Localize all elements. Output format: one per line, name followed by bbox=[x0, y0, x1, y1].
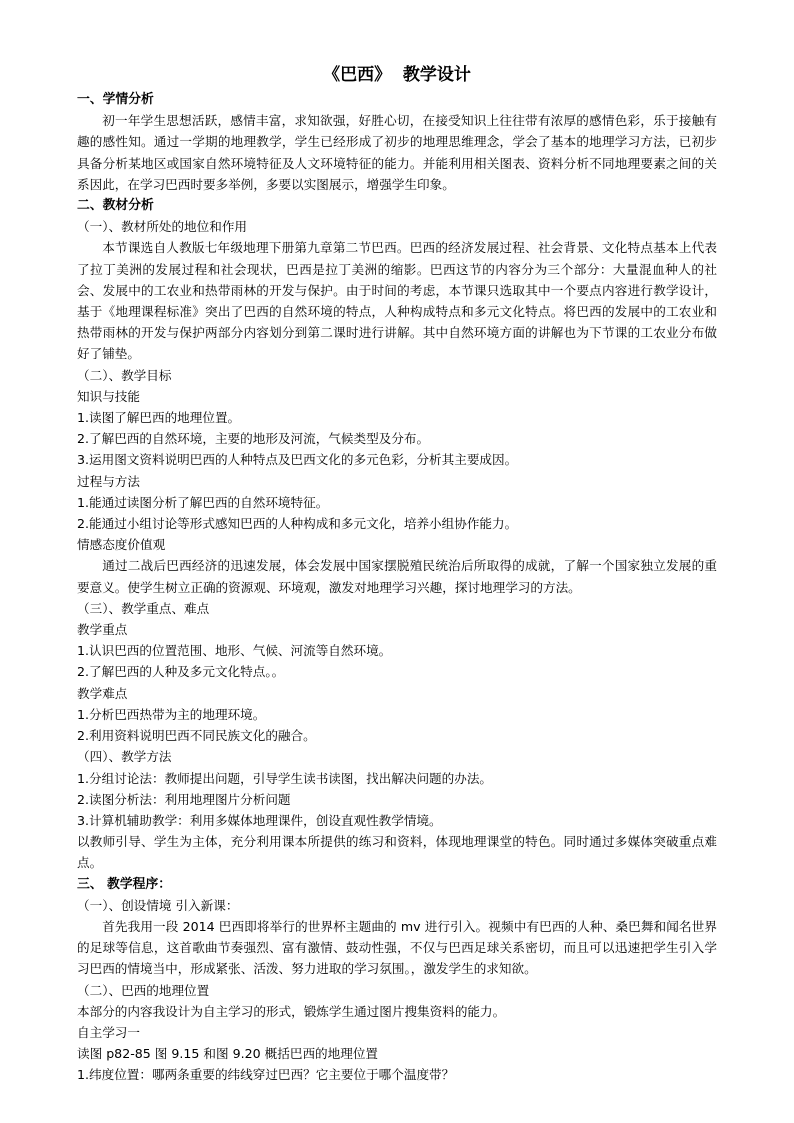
subheading-teaching-methods: （四）、教学方法 bbox=[77, 749, 172, 765]
emotion-values-paragraph: 通过二战后巴西经济的迅速发展，体会发展中国家摆脱殖民统治后所取得的成就，了解一个国家独立发展的重要意义。使学生树立正确的资源观、环境观，激发对地理学习兴趣，探讨地理学习的方法。 bbox=[77, 558, 717, 595]
subheading-key-difficult-points: （三）、教学重点、难点 bbox=[77, 600, 210, 616]
latitude-question: 1.纬度位置：哪两条重要的纬线穿过巴西？它主要位于哪个温度带？ bbox=[77, 1067, 455, 1083]
subheading-create-scenario: （一）、创设情境 引入新课： bbox=[77, 897, 239, 913]
knowledge-item: 3.运用图文资料说明巴西的人种特点及巴西文化的多元色彩，分析其主要成因。 bbox=[77, 452, 518, 468]
process-item: 2.能通过小组讨论等形式感知巴西的人种构成和多元文化，培养小组协作能力。 bbox=[77, 516, 518, 532]
method-item: 1.分组讨论法：教师提出问题，引导学生读书读图，找出解决问题的办法。 bbox=[77, 770, 493, 786]
difficult-point-item: 1.分析巴西热带为主的地理环境。 bbox=[77, 706, 266, 722]
knowledge-item: 1.读图了解巴西的地理位置。 bbox=[77, 410, 241, 426]
subheading-material-position: （一）、教材所处的地位和作用 bbox=[77, 219, 248, 235]
learning-analysis-paragraph: 初一年学生思想活跃，感情丰富，求知欲强，好胜心切，在接受知识上往往带有浓厚的感情色彩，乐于接触有趣的感性知。通过一学期的地理教学，学生已经形成了初步的地理思维理念，学会了基本的地理学习方法，已初步具备分析某地区或国家自然环境特征及人文环境特征的能力。并能利用相关图表、资料分析不同地理要素之间的关系因此，在学习巴西时要多举例，多要以实图展示，增强学生印象。 bbox=[77, 113, 717, 192]
section-heading-teaching-procedure: 三、 教学程序： bbox=[77, 876, 172, 892]
process-method-heading: 过程与方法 bbox=[77, 473, 140, 489]
method-item: 3.计算机辅助教学：利用多媒体地理课件，创设直观性教学情境。 bbox=[77, 812, 442, 828]
material-position-paragraph: 本节课选自人教版七年级地理下册第九章第二节巴西。巴西的经济发展过程、社会背景、文化特点基本上代表了拉丁美洲的发展过程和社会现状，巴西是拉丁美洲的缩影。巴西这节的内容分为三个部分：大量混血种人的社会、发展中的工农业和热带雨林的开发与保护。由于时间的考虑，本节课只选取其中一个要点内容进行教学设计，基于《地理课程标准》突出了巴西的自然环境的特点，人种构成特点和多元文化特点。将巴西的发展中的工农业和热带雨林的开发与保护两部分内容划分到第二课时进行讲解。其中自然环境方面的讲解也为下节课的工农业分布做好了铺垫。 bbox=[77, 240, 717, 362]
knowledge-item: 2.了解巴西的自然环境，主要的地形及河流，气候类型及分布。 bbox=[77, 431, 430, 447]
self-study-heading: 自主学习一 bbox=[77, 1024, 140, 1040]
geographic-location-paragraph: 本部分的内容我设计为自主学习的形式，锻炼学生通过图片搜集资料的能力。 bbox=[77, 1003, 506, 1019]
knowledge-skills-heading: 知识与技能 bbox=[77, 388, 140, 404]
create-scenario-paragraph: 首先我用一段 2014 巴西即将举行的世界杯主题曲的 mv 进行引入。视频中有巴西的人种、桑巴舞和闻名世界的足球等信息，这首歌曲节奏强烈、富有激情、鼓动性强，不仅与巴西足球关系密切，而且可以迅速把学生引入学习巴西的情境当中，形成紧张、活泼、努力进取的学习氛围。，激发学生的求知欲。 bbox=[77, 918, 717, 977]
document-page bbox=[77, 62, 717, 1086]
document-title: 《巴西》 教学设计 bbox=[323, 65, 471, 85]
process-item: 1.能通过读图分析了解巴西的自然环境特征。 bbox=[77, 494, 329, 510]
method-summary-paragraph: 以教师引导、学生为主体，充分利用课本所提供的练习和资料，体现地理课堂的特色。同时通过多媒体突破重点难点。 bbox=[77, 834, 717, 871]
key-point-item: 2.了解巴西的人种及多元文化特点。。 bbox=[77, 664, 285, 680]
section-heading-learning-analysis: 一、学情分析 bbox=[77, 92, 154, 107]
difficult-points-heading: 教学难点 bbox=[77, 685, 128, 701]
emotion-values-heading: 情感态度价值观 bbox=[77, 537, 166, 553]
subheading-teaching-goals: （二）、教学目标 bbox=[77, 367, 172, 383]
subheading-geographic-location: （二）、巴西的地理位置 bbox=[77, 982, 210, 998]
difficult-point-item: 2.利用资料说明巴西不同民族文化的融合。 bbox=[77, 728, 316, 744]
key-points-heading: 教学重点 bbox=[77, 622, 128, 638]
key-point-item: 1.认识巴西的位置范围、地形、气候、河流等自然环境。 bbox=[77, 643, 392, 659]
method-item: 2.读图分析法：利用地理图片分析问题 bbox=[77, 791, 291, 807]
read-map-instruction: 读图 p82-85 图 9.15 和图 9.20 概括巴西的地理位置 bbox=[77, 1046, 379, 1062]
section-heading-material-analysis: 二、教材分析 bbox=[77, 198, 154, 214]
